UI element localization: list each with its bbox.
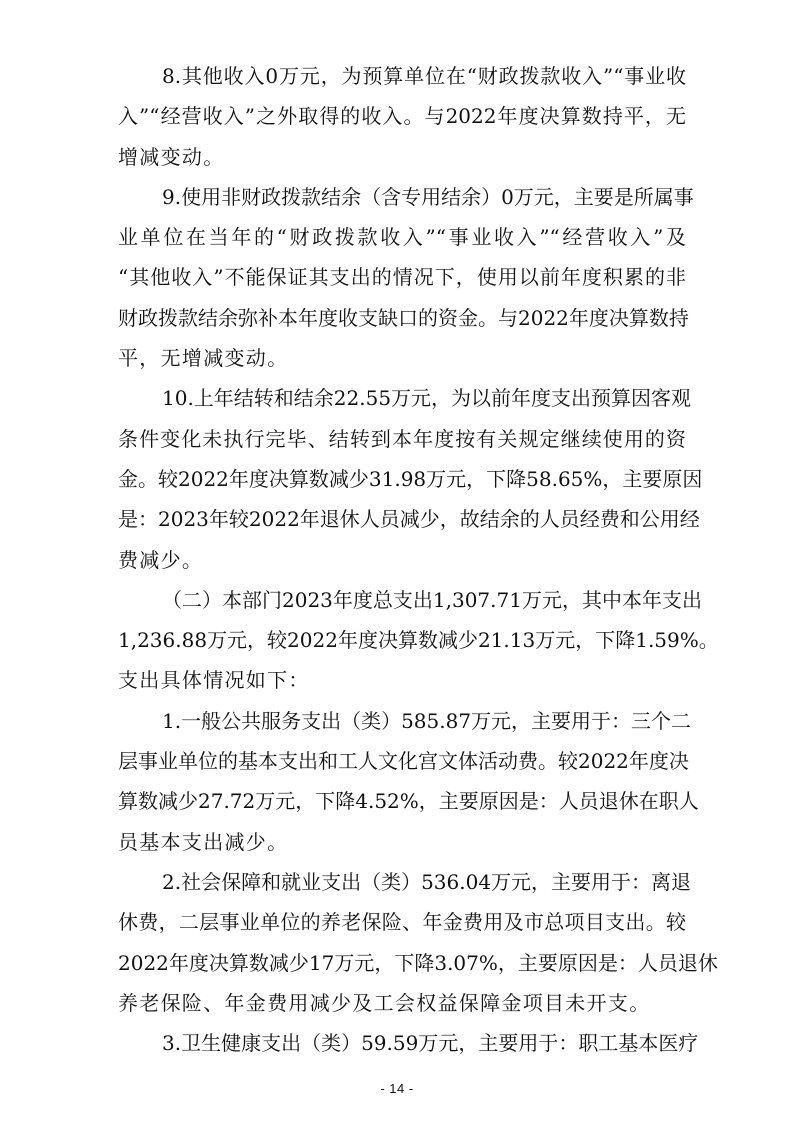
text-line: 增减变动。 [118,144,225,169]
text-line: （二）本部门2023年度总支出1,307.71万元，其中本年支出 [162,587,702,612]
text-line: 8.其他收入0万元，为预算单位在“财政拨款收入”“事业收 [162,64,686,88]
text-line: 员基本支出减少。 [118,829,289,854]
text-line: 层事业单位的基本支出和工人文化宫文体活动费。较2022年度决 [118,749,689,774]
paragraph-non-fiscal-balance [118,177,694,378]
paragraph-health [118,1023,699,1063]
paragraph-public-services [118,701,699,862]
text-line: 算数减少27.72万元，下降4.52%，主要原因是：人员退休在职人 [118,789,699,814]
text-line: 平，无增减变动。 [118,346,289,371]
text-line: 10.上年结转和结余22.55万元，为以前年度支出预算因客观 [162,386,692,411]
text-line: 1.一般公共服务支出（类）585.87万元，主要用于：三个二 [162,708,692,733]
text-line: 养老保险、年金费用减少及工会权益保障金项目未开支。 [118,990,651,1015]
text-line: 金。较2022年度决算数减少31.98万元，下降58.65%，主要原因 [118,466,703,491]
text-line: 9.使用非财政拨款结余（含专用结余）0万元，主要是所属事 [162,184,694,209]
text-line: 1,236.88万元，较2022年度决算数减少21.13万元，下降1.59%。 [118,628,719,653]
text-line: 财政拨款结余弥补本年度收支缺口的资金。与2022年度决算数持 [118,305,689,330]
paragraph-social-security [118,862,718,1023]
document-body [118,56,719,1063]
text-line: 支出具体情况如下： [118,668,310,693]
text-line: 休费，二层事业单位的养老保险、年金费用及市总项目支出。较 [118,910,686,935]
paragraph-other-income [118,56,686,177]
text-line: 条件变化未执行完毕、结转到本年度按有关规定继续使用的资 [118,426,686,451]
text-line: 费减少。 [118,547,204,572]
paragraph-total-expenditure [118,580,719,701]
text-line: 是：2023年较2022年退休人员减少，故结余的人员经费和公用经 [118,507,700,532]
text-line: 2.社会保障和就业支出（类）536.04万元，主要用于：离退 [162,869,692,894]
text-line: 业单位在当年的“财政拨款收入”“事业收入”“经营收入”及 [118,225,686,250]
paragraph-carryover-balance [118,378,703,579]
page-number: - 14 - [380,1081,414,1096]
text-line: 入”“经营收入”之外取得的收入。与2022年度决算数持平，无 [118,104,686,129]
text-line: 2022年度决算数减少17万元，下降3.07%，主要原因是：人员退休 [118,950,718,975]
text-line: 3.卫生健康支出（类）59.59万元，主要用于：职工基本医疗 [162,1031,699,1056]
text-line: “其他收入”不能保证其支出的情况下，使用以前年度积累的非 [118,265,686,290]
